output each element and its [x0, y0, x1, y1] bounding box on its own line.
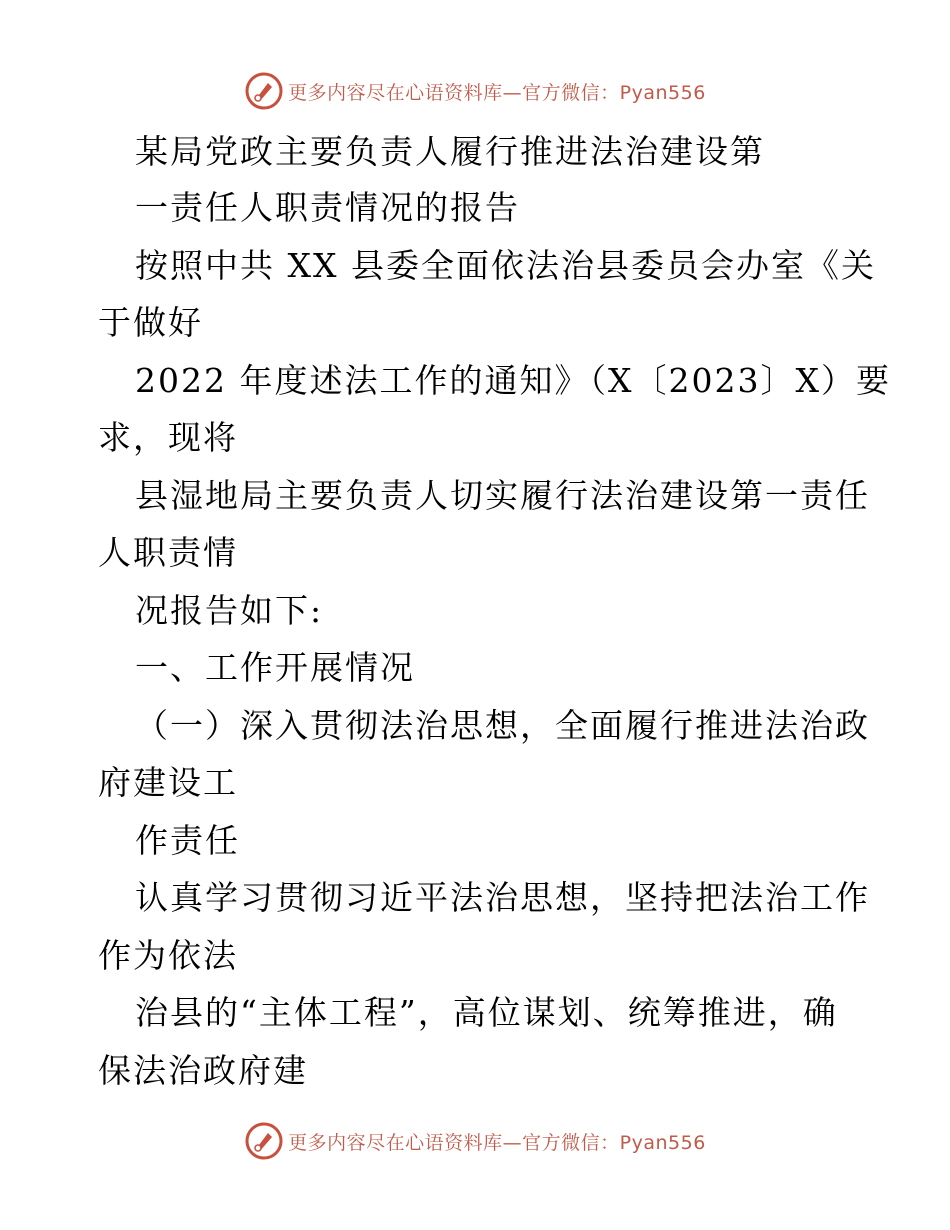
subsection-heading: 府建设工 [98, 763, 238, 802]
subsection-heading: （一）深入贯彻法治思想，全面履行推进法治政 [135, 706, 870, 745]
title-line-1: 某局党政主要负责人履行推进法治建设第 [135, 132, 765, 171]
header-watermark [0, 66, 950, 116]
paragraph-line: 况报告如下: [135, 591, 324, 630]
paragraph-line: 县湿地局主要负责人切实履行法治建设第一责任 [135, 476, 870, 515]
section-heading: 一、工作开展情况 [135, 648, 415, 687]
title-line-2: 一责任人职责情况的报告 [135, 188, 520, 227]
paragraph-line: 作为依法 [98, 936, 238, 975]
footer-watermark [0, 1116, 950, 1166]
paragraph-line: 保法治政府建 [98, 1051, 308, 1090]
paragraph-line: 认真学习贯彻习近平法治思想，坚持把法治工作 [135, 878, 870, 917]
paragraph-line: 2022 年度述法工作的通知》（X〔2023〕X）要 [135, 361, 891, 400]
watermark-text: 更多内容尽在心语资料库—官方微信：Pyan556 [288, 81, 706, 104]
pen-nib-logo-icon [244, 1121, 284, 1161]
subsection-heading: 作责任 [135, 821, 240, 860]
paragraph-line: 治县的“主体工程”，高位谋划、统筹推进，确 [135, 993, 838, 1032]
paragraph-line: 于做好 [98, 303, 203, 342]
pen-nib-logo-icon [244, 71, 284, 111]
paragraph-line: 按照中共 XX 县委全面依法治县委员会办室《关 [135, 246, 876, 285]
paragraph-line: 人职责情 [98, 533, 238, 572]
watermark-text: 更多内容尽在心语资料库—官方微信：Pyan556 [288, 1131, 706, 1154]
paragraph-line: 求，现将 [98, 418, 238, 457]
